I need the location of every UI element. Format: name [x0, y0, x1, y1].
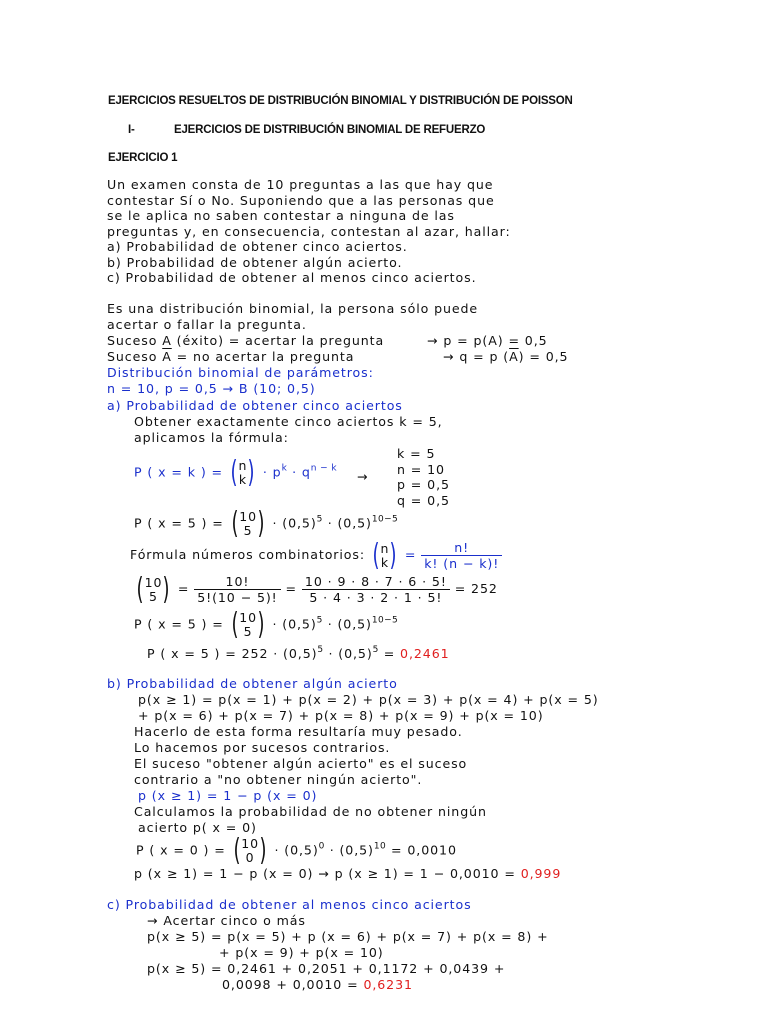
part-b-text-1: Hacerlo de esta forma resultaría muy pesado.	[134, 724, 463, 739]
section-title: EJERCICIOS DE DISTRIBUCIÓN BINOMIAL DE REFUERZO	[174, 124, 486, 136]
part-c-line-4: p(x ≥ 5) = 0,2461 + 0,2051 + 0,1172 + 0,0439 +	[147, 961, 506, 976]
complement-rule: p (x ≥ 1) = 1 − p (x = 0)	[138, 788, 318, 803]
part-c-line-2: p(x ≥ 5) = p(x = 5) + p (x = 6) + p(x = 7) + p(x = 8) +	[147, 929, 549, 944]
part-a-line-1: Obtener exactamente cinco aciertos k = 5,	[134, 414, 443, 429]
part-b-result: p (x ≥ 1) = 1 − p (x = 0) → p (x ≥ 1) = 1 − 0,0010 = 0,999	[134, 866, 562, 881]
distribution-title: Distribución binomial de parámetros:	[107, 365, 374, 380]
part-b-title: b) Probabilidad de obtener algún acierto	[107, 676, 398, 691]
p-definition: → p = p(A) = 0,5	[427, 333, 548, 348]
problem-line: contestar Sí o No. Suponiendo que a las personas que	[107, 192, 495, 208]
part-b-answer: 0,999	[520, 866, 562, 881]
part-a-answer: 0,2461	[400, 646, 450, 661]
part-c-line-1: → Acertar cinco o más	[147, 913, 306, 928]
exercise-heading: EJERCICIO 1	[108, 152, 178, 164]
part-a-title: a) Probabilidad de obtener cinco aciertos	[107, 398, 403, 413]
part-b-text-6: acierto p( x = 0)	[138, 820, 257, 835]
part-b-text-2: Lo hacemos por sucesos contrarios.	[134, 740, 391, 755]
section-number: I-	[128, 124, 135, 136]
p-x-5-equation-repeat: P ( x = 5 ) = ( 10 5 ) · $(0,5)^5 \cdot (0,5)^{10-5}$	[134, 607, 399, 642]
p-x-5-equation: P ( x = 5 ) = ( 10 5 ) · $(0,5)^5 \cdot (0,5)^{10-5}$	[134, 506, 399, 541]
problem-line: a) Probabilidad de obtener cinco aciertos.	[107, 239, 408, 254]
part-a-result: P ( x = 5 ) = $252 \cdot (0,5)^5 \cdot (0,5)^5 = 0,2461$	[147, 645, 450, 661]
part-c-answer: 0,6231	[363, 977, 413, 992]
combinatorial-formula: Fórmula números combinatorios: ( n k ) = $\frac{n!}{k! (n - k)!}$	[130, 540, 502, 571]
parameter-values: k = 5 n = 10 p = 0,5 q = 0,5	[397, 446, 450, 508]
problem-line: Un examen consta de 10 preguntas a las que hay que	[107, 177, 494, 192]
p-x-0-equation: P ( x = 0 ) = ( 10 0 ) · $(0,5)^0 \cdot (0,5)^{10} = 0,0010$	[136, 833, 457, 868]
part-c-result: 0,0098 + 0,0010 = 0,6231	[222, 977, 413, 992]
part-b-sum-2: + p(x = 6) + p(x = 7) + p(x = 8) + p(x = 9) + p(x = 10)	[138, 708, 544, 723]
suceso-a-bar: Suceso $\overline{A}$ = no acertar la pregunta	[107, 349, 355, 364]
binomial-coefficient: n k	[238, 458, 248, 487]
part-a-line-2: aplicamos la fórmula:	[134, 430, 289, 445]
part-c-line-3: + p(x = 9) + p(x = 10)	[219, 945, 384, 960]
intro-line-1: Es una distribución binomial, la persona sólo puede	[107, 301, 479, 316]
intro-line-2: acertar o fallar la pregunta.	[107, 317, 307, 332]
formula-arrow: →	[357, 469, 369, 484]
problem-statement	[107, 177, 511, 286]
part-b-text-5: Calculamos la probabilidad de no obtener ningún	[134, 804, 487, 819]
problem-line: se le aplica no saben contestar a ninguna de las	[107, 208, 455, 223]
problem-line: b) Probabilidad de obtener algún acierto.	[107, 254, 403, 270]
binomial-formula: P ( x = k ) = ( n k ) · $p^k \cdot q^{n - k}$	[134, 455, 337, 490]
part-b-text-3: El suceso "obtener algún acierto" es el suceso	[134, 756, 468, 771]
q-definition: → q = p $(\overline{A}) = 0,5$	[443, 349, 569, 364]
suceso-a: Suceso A (éxito) = acertar la pregunta	[107, 333, 385, 348]
problem-line: preguntas y, en consecuencia, contestan al azar, hallar:	[107, 223, 511, 239]
problem-line: c) Probabilidad de obtener al menos cinco aciertos.	[107, 270, 477, 285]
part-b-text-4: contrario a "no obtener ningún acierto".	[134, 772, 423, 787]
part-c-title: c) Probabilidad de obtener al menos cinco aciertos	[107, 897, 472, 912]
combinatorial-calculation: ( 10 5 ) = $\frac{10!}{5!(10 - 5)!}$ = $\frac{10 \cdot 9 \cdot 8 \cdot 7 \cdot 6 \cdot 5!}{5 \cdot 4 \cdot 3 \cdot 2 \cdot 1 \cdot 5!}$ = 252	[136, 571, 498, 607]
part-b-sum-1: p(x ≥ 1) = p(x = 1) + p(x = 2) + p(x = 3) + p(x = 4) + p(x = 5)	[138, 692, 599, 707]
distribution-params: n = 10, p = 0,5 → B (10; 0,5)	[107, 381, 316, 396]
document-title: EJERCICIOS RESUELTOS DE DISTRIBUCIÓN BINOMIAL Y DISTRIBUCIÓN DE POISSON	[108, 95, 573, 107]
